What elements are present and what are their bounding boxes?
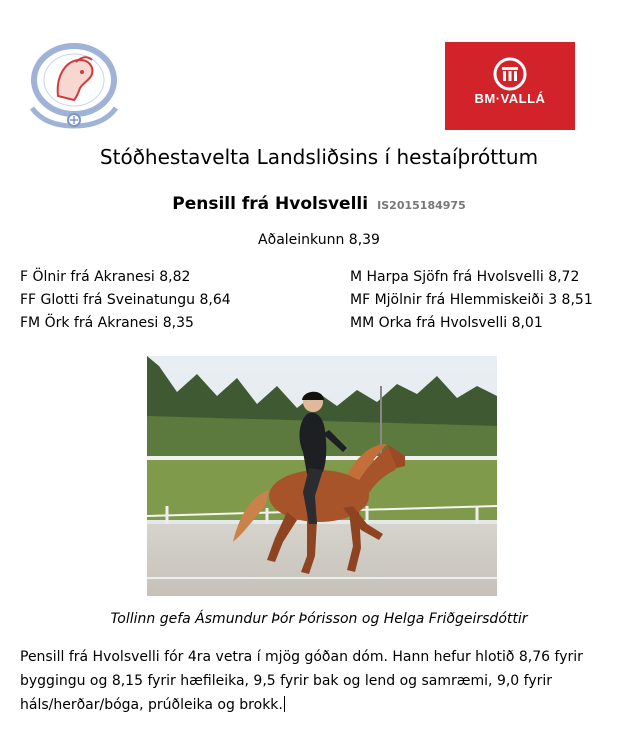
pedigree-line: F Ölnir frá Akranesi 8,82: [20, 269, 191, 285]
horse-heading: [0, 194, 638, 214]
pedigree-line: MF Mjölnir frá Hlemmiskeiði 3 8,51: [350, 292, 593, 308]
photo-caption: Tollinn gefa Ásmundur Þór Þórisson og Helga Friðgeirsdóttir: [110, 611, 528, 627]
description-text: Pensill frá Hvolsvelli fór 4ra vetra í mjög góðan dóm. Hann hefur hlotið 8,76 fyrir byggingu og 8,15 fyrir hæfileika, 9,5 fyrir bak og lend og samræmi, 9,0 fyrir háls/herðar/bóga, prúðleika og brokk.: [20, 649, 583, 713]
page-title: Stóðhestavelta Landsliðsins í hestaíþróttum: [99, 145, 539, 169]
landssamband-logo: [18, 38, 130, 134]
horse-name: Pensill frá Hvolsvelli: [172, 194, 369, 214]
pedigree-line: FF Glotti frá Sveinatungu 8,64: [20, 292, 231, 308]
pedigree-line: M Harpa Sjöfn frá Hvolsvelli 8,72: [350, 269, 580, 285]
bm-valla-logo: [445, 42, 575, 130]
horse-rider-photo: [147, 356, 497, 596]
horse-id: IS2015184975: [377, 199, 466, 212]
pedigree-line: FM Örk frá Akranesi 8,35: [20, 315, 194, 331]
pedigree-dam-side: [350, 266, 593, 335]
description-paragraph[interactable]: [20, 645, 630, 717]
pedigree-sire-side: [20, 266, 231, 335]
text-cursor: [284, 696, 285, 712]
main-score: Aðaleinkunn 8,39: [258, 232, 380, 248]
pedigree-line: MM Orka frá Hvolsvelli 8,01: [350, 315, 543, 331]
bm-valla-logo-text: BM·VALLÁ: [474, 91, 546, 106]
